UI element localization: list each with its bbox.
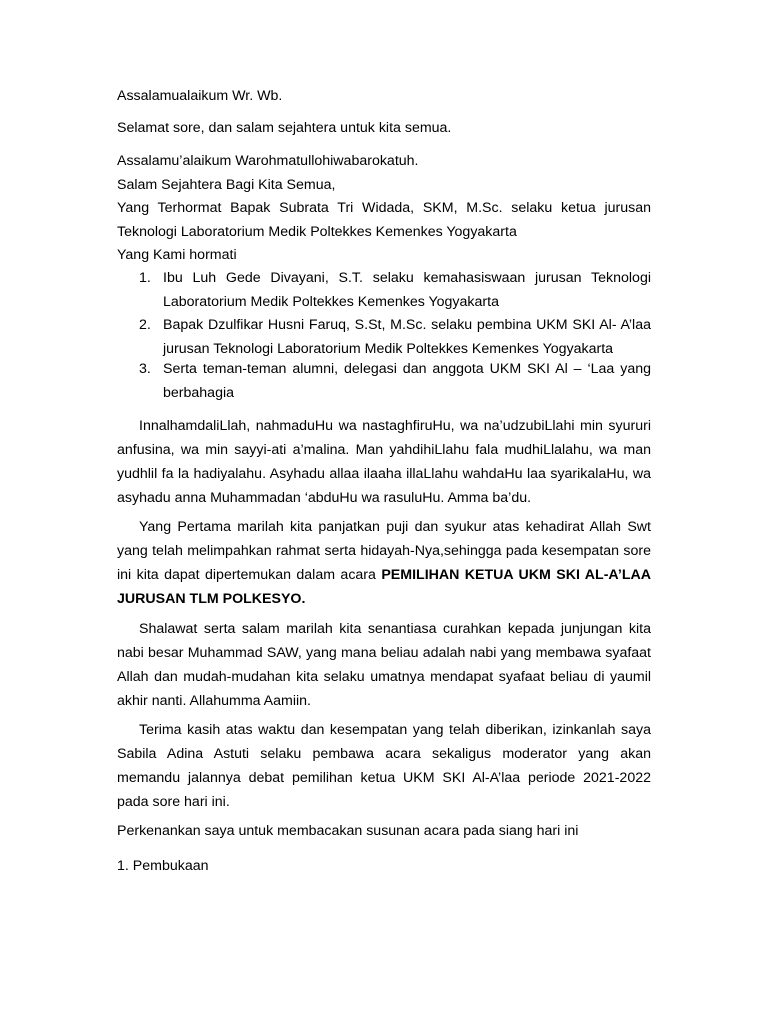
agenda-intro: Perkenankan saya untuk membacakan susunan acara pada siang hari ini: [117, 823, 579, 839]
list-text: Bapak Dzulfikar Husni Faruq, S.St, M.Sc. selaku pembina UKM SKI Al- A’laa jurusan Teknologi Laboratorium Medik Poltekkes Kemenkes Yogyakarta: [163, 317, 651, 357]
list-number: 3.: [139, 361, 151, 377]
honored-guest-paragraph: Yang Terhormat Bapak Subrata Tri Widada, SKM, M.Sc. selaku ketua jurusan Teknologi Laboratorium Medik Poltekkes Kemenkes Yogyakarta: [117, 200, 651, 240]
respected-heading: Yang Kami hormati: [117, 247, 237, 263]
thanks-paragraph: Terima kasih atas waktu dan kesempatan yang telah diberikan, izinkanlah saya Sabila Adina Astuti selaku pembawa acara sekaligus moderator yang akan memandu jalannya debat pemilihan ketua UKM SKI Al-A’laa periode 2021-2022 pada sore hari ini.: [117, 722, 651, 810]
salam-line-2: Salam Sejahtera Bagi Kita Semua,: [117, 176, 336, 193]
list-item: [117, 358, 651, 405]
list-item: [117, 267, 651, 314]
list-text: Serta teman-teman alumni, delegasi dan anggota UKM SKI Al – ‘Laa yang berbahagia: [163, 361, 651, 401]
arabic-opening-paragraph: InnalhamdaliLlah, nahmaduHu wa nastaghfiruHu, wa na’udzubiLlahi min syururi anfusina, wa min sayyi-ati a’malina. Man yahdihiLlahu fala mudhiLlalahu, wa man yudhlil fa la hadiyalahu. Asyhadu allaa ilaaha illaLlahu wahdaHu laa syarikalaHu, wa asyhadu anna Muhammadan ‘abduHu wa rasuluHu. Amma ba’du.: [117, 418, 651, 506]
salam-line-1: Assalamu’alaikum Warohmatullohiwabarokatuh.: [117, 153, 419, 169]
greeting-line: Assalamualaikum Wr. Wb.: [117, 88, 283, 104]
gratitude-text: Yang Pertama marilah kita panjatkan puji dan syukur atas kehadirat Allah Swt yang telah melimpahkan rahmat serta hidayah-Nya,sehingga pada kesempatan sore ini kita dapat dipertemukan dalam acara: [117, 519, 651, 583]
event-title: PEMILIHAN KETUA UKM SKI AL-A’LAA JURUSAN TLM POLKESYO.: [117, 567, 651, 607]
gratitude-paragraph: [117, 515, 651, 611]
agenda-item-1: 1. Pembukaan: [117, 858, 209, 874]
list-number: 2.: [139, 317, 151, 333]
list-number: 1.: [139, 270, 151, 286]
welcome-line: Selamat sore, dan salam sejahtera untuk kita semua.: [117, 120, 452, 136]
shalawat-paragraph: Shalawat serta salam marilah kita senantiasa curahkan kepada junjungan kita nabi besar Muhammad SAW, yang mana beliau adalah nabi yang membawa syafaat Allah dan mudah-mudahan kita selaku umatnya mendapat syafaat beliau di yaumil akhir nanti. Allahumma Aamiin.: [117, 621, 651, 709]
list-text: Ibu Luh Gede Divayani, S.T. selaku kemahasiswaan jurusan Teknologi Laboratorium Medik Poltekkes Kemenkes Yogyakarta: [163, 270, 651, 310]
list-item: [117, 314, 651, 361]
